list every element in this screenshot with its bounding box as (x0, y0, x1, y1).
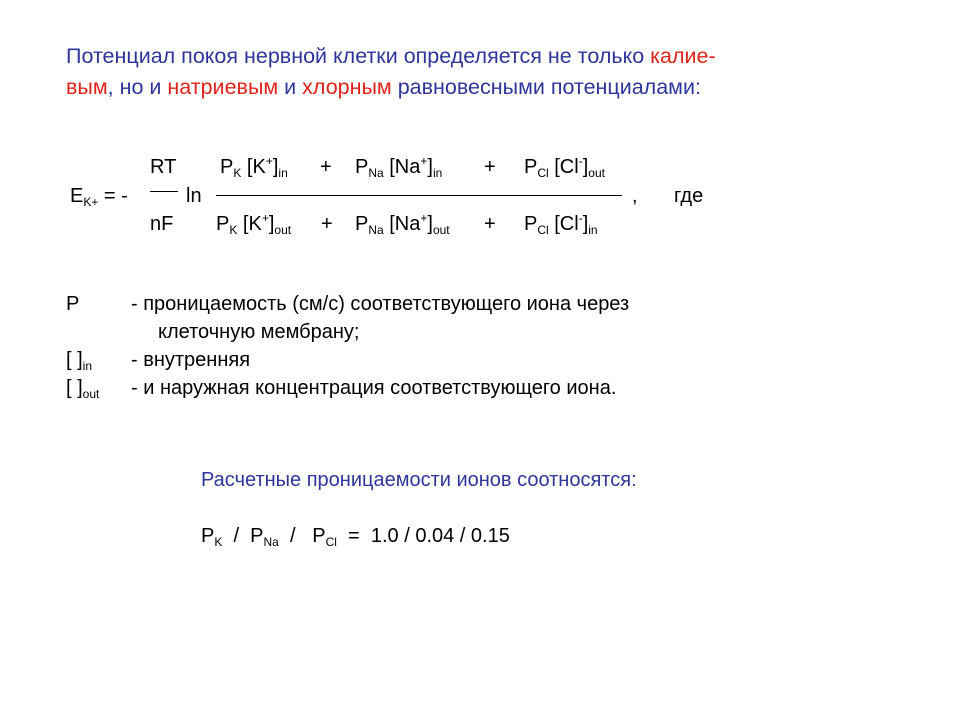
formula-fraction-bar (216, 195, 622, 196)
title-word-potassium-end: вым (66, 75, 108, 99)
formula-numerator-k: $P_K$ $[K^+]_{in}$ (220, 154, 288, 180)
formula-denominator-plus-1: + (321, 213, 333, 235)
title-word-potassium: калие- (650, 44, 716, 68)
formula-numerator-plus-1: + (320, 156, 332, 178)
legend-p-desc-1: - проницаемость (см/с) соответствующего иона через (131, 293, 630, 315)
formula-denominator-k: $P_K$ $[K^+]_{out}$ (216, 211, 292, 237)
formula-numerator-plus-2: + (484, 156, 496, 178)
formula-lhs: $E_{K+}$ = - (70, 185, 128, 209)
legend-in-symbol: [ ]$_{in}$ (66, 349, 93, 373)
ratio-values: 1.0 / 0.04 / 0.15 (370, 525, 510, 547)
title-word-chloride: хлорным (302, 75, 392, 99)
legend-out-desc: - и наружная концентрация соответствующего иона. (131, 377, 617, 399)
formula-numerator-cl: $P_{Cl}$ $[Cl^-]_{out}$ (524, 154, 605, 180)
legend-p-desc-2: клеточную мембрану; (158, 321, 360, 343)
formula-denominator-na: $P_{Na}$ $[Na^+]_{out}$ (355, 211, 450, 237)
title-word-sodium: натриевым (167, 75, 279, 99)
formula-rt: RT (150, 156, 177, 178)
title-line-2: вым, но и натриевым и хлорным равновесными потенциалами: (66, 75, 701, 99)
formula-comma: , (632, 185, 638, 207)
ratio-heading: Расчетные проницаемости ионов соотносятся: (201, 469, 637, 491)
formula-where: где (674, 185, 704, 207)
formula-nf: nF (150, 213, 174, 235)
legend-p-symbol: P (66, 293, 80, 315)
formula-small-fraction-bar (150, 191, 178, 192)
formula-denominator-cl: $P_{Cl}$ $[Cl^-]_{in}$ (524, 211, 598, 237)
formula-ln: ln (186, 185, 202, 207)
legend-in-desc: - внутренняя (131, 349, 251, 371)
formula-denominator-plus-2: + (484, 213, 496, 235)
title-line-1: Потенциал покоя нервной клетки определяется не только калие- (66, 44, 716, 68)
ratio-expression: $P_K / P_{Na}$ / $P_{Cl} = 1.0 / 0.04 / 0.15$ (201, 525, 510, 549)
formula-numerator-na: $P_{Na}$ $[Na^+]_{in}$ (355, 154, 443, 180)
legend-out-symbol: [ ]$_{out}$ (66, 377, 100, 401)
